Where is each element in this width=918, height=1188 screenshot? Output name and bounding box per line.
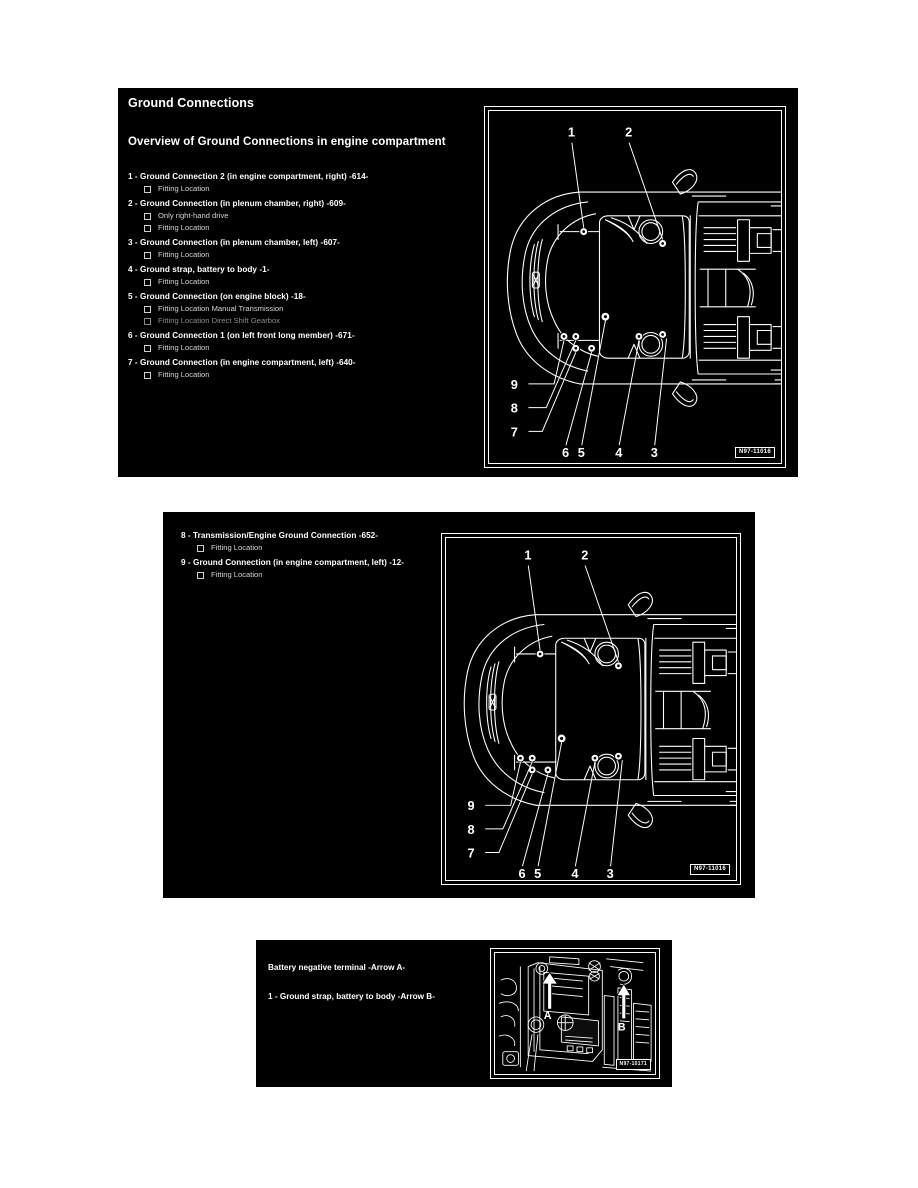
checkbox-icon — [144, 213, 151, 220]
sub-item-label: Fitting Location — [158, 184, 210, 193]
callout-9: 9 — [467, 798, 475, 814]
ground-connection-list-1 — [128, 171, 488, 384]
sub-item-label: Fitting Location — [211, 570, 263, 579]
sub-item[interactable] — [144, 210, 488, 222]
checkbox-icon — [144, 345, 151, 352]
sub-item-label: Fitting Location — [158, 370, 210, 379]
callout-6: 6 — [562, 445, 570, 461]
arrow-a-label: A — [543, 1009, 552, 1022]
list-item — [128, 357, 488, 381]
additional-ground-connections-panel — [163, 512, 755, 898]
callout-3: 3 — [650, 445, 658, 461]
battery-photo-diagram — [490, 948, 660, 1079]
list-item-title: 1 - Ground Connection 2 (in engine compartment, right) -614- — [128, 172, 369, 181]
arrow-b-label: B — [617, 1021, 626, 1034]
callout-6: 6 — [518, 866, 526, 880]
sub-item-label: Fitting Location — [158, 343, 210, 352]
callout-7: 7 — [510, 424, 518, 440]
sub-item[interactable] — [144, 276, 488, 288]
page-subtitle: Overview of Ground Connections in engine compartment — [128, 136, 446, 148]
checkbox-icon — [144, 186, 151, 193]
ground-connections-panel — [118, 88, 798, 477]
list-item-title: 2 - Ground Connection (in plenum chamber, right) -609- — [128, 199, 346, 208]
callout-5: 5 — [534, 866, 542, 880]
checkbox-icon — [144, 279, 151, 286]
sub-item-label: Fitting Location — [158, 277, 210, 286]
list-item — [128, 264, 488, 288]
connection-markers — [560, 228, 667, 353]
list-item — [128, 237, 488, 261]
sub-item-label: Fitting Location — [158, 223, 210, 232]
vehicle-top-view-svg — [489, 111, 781, 463]
checkbox-icon — [144, 225, 151, 232]
list-item-title: 3 - Ground Connection (in plenum chamber, left) -607- — [128, 238, 340, 247]
list-item — [128, 171, 488, 195]
figure-inner — [445, 537, 737, 881]
sub-item-label: Only right-hand drive — [158, 211, 229, 220]
figure-code: N97-11016 — [690, 864, 730, 875]
callout-2: 2 — [625, 124, 633, 140]
connection-markers — [517, 650, 623, 774]
sub-item-label: Fitting Location Direct Shift Gearbox — [158, 316, 280, 325]
ground-strap-label: 1 - Ground strap, battery to body -Arrow B- — [268, 992, 435, 1001]
list-item-title: 8 - Transmission/Engine Ground Connection -652- — [181, 531, 379, 540]
sub-item-label: Fitting Location Manual Transmission — [158, 304, 284, 313]
sub-item[interactable] — [144, 303, 488, 315]
list-item-title: 9 - Ground Connection (in engine compartment, left) -12- — [181, 558, 404, 567]
list-item — [128, 291, 488, 327]
callout-8: 8 — [510, 400, 518, 416]
sub-item[interactable] — [144, 315, 488, 327]
list-item-title: 4 - Ground strap, battery to body -1- — [128, 265, 270, 274]
figure-inner — [488, 110, 782, 464]
sub-item[interactable] — [144, 342, 488, 354]
sub-item[interactable] — [144, 369, 488, 381]
figure-code: N97-11016 — [735, 447, 775, 458]
checkbox-icon — [197, 545, 204, 552]
callout-2: 2 — [581, 547, 589, 563]
checkbox-icon — [197, 572, 204, 579]
list-item-title: 6 - Ground Connection 1 (on left front long member) -671- — [128, 331, 355, 340]
sub-item[interactable] — [144, 183, 488, 195]
sub-item-label: Fitting Location — [211, 543, 263, 552]
callout-7: 7 — [467, 845, 475, 861]
battery-ground-panel — [256, 940, 672, 1087]
list-item-title: 5 - Ground Connection (on engine block) -18- — [128, 292, 306, 301]
engine-compartment-diagram-2 — [441, 533, 741, 885]
battery-negative-terminal-label: Battery negative terminal -Arrow A- — [268, 963, 406, 972]
callout-1: 1 — [524, 547, 532, 563]
sub-item[interactable] — [144, 222, 488, 234]
checkbox-icon — [144, 252, 151, 259]
list-item-title: 7 - Ground Connection (in engine compartment, left) -640- — [128, 358, 356, 367]
callout-1: 1 — [567, 124, 576, 140]
figure-code: N97-10171 — [616, 1059, 651, 1070]
list-item — [128, 330, 488, 354]
engine-compartment-diagram-1 — [484, 106, 786, 468]
checkbox-icon — [144, 318, 151, 325]
figure-inner — [494, 952, 656, 1075]
callout-5: 5 — [577, 445, 585, 461]
checkbox-icon — [144, 306, 151, 313]
callout-8: 8 — [467, 821, 475, 837]
callout-4: 4 — [615, 445, 623, 461]
sub-item-label: Fitting Location — [158, 250, 210, 259]
list-item — [128, 198, 488, 234]
page-title: Ground Connections — [128, 96, 255, 110]
checkbox-icon — [144, 372, 151, 379]
vehicle-top-view-svg — [446, 538, 736, 880]
sub-item[interactable] — [144, 249, 488, 261]
callout-3: 3 — [606, 866, 614, 880]
callout-9: 9 — [510, 376, 518, 392]
callout-4: 4 — [571, 866, 579, 880]
battery-compartment-svg — [495, 953, 655, 1074]
